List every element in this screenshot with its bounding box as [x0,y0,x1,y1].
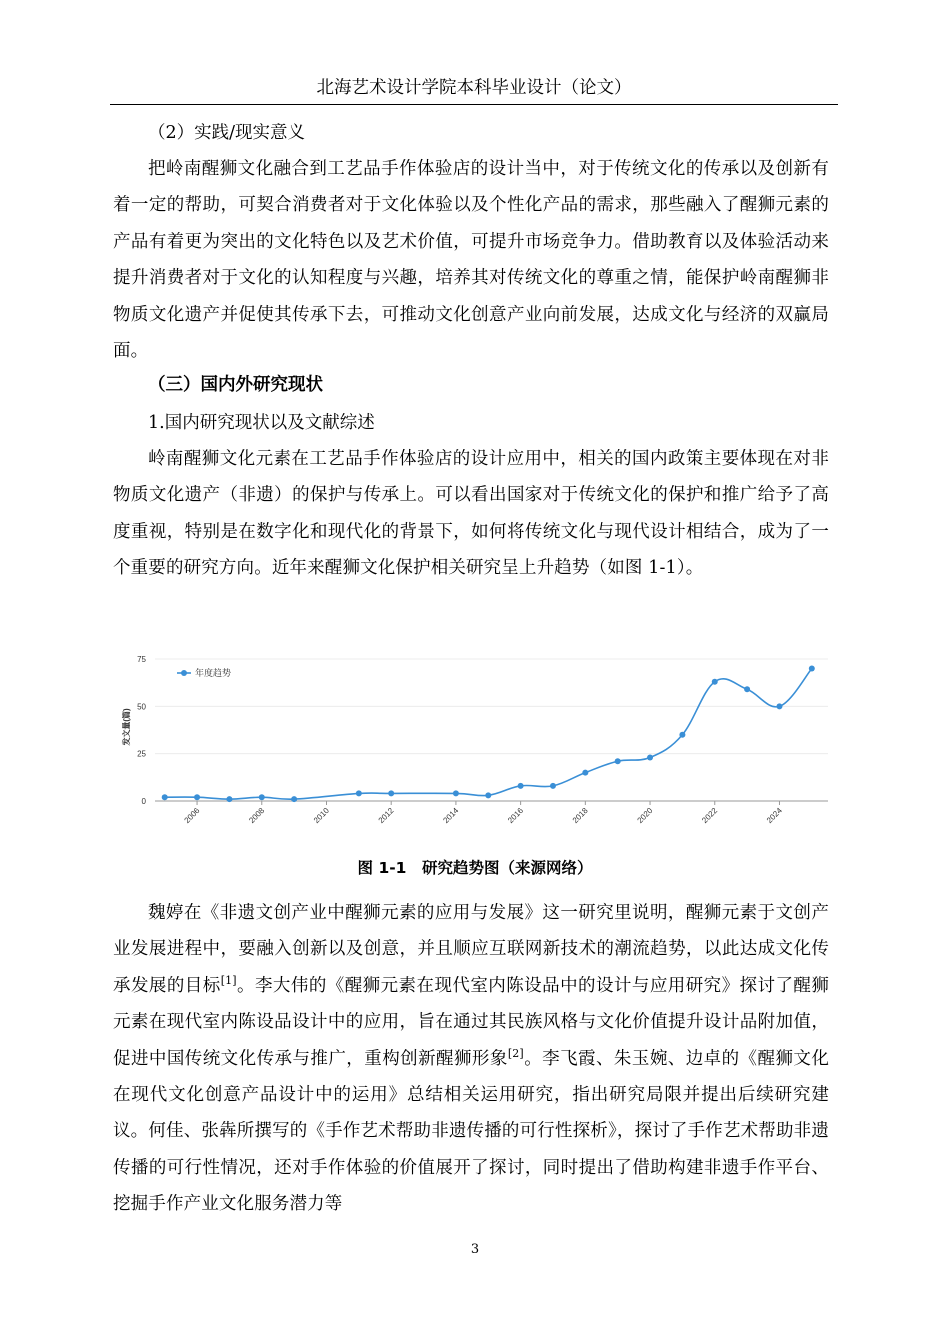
x-tick-label: 2022 [700,806,720,825]
literature-paragraph [113,895,829,1223]
data-point [226,796,232,802]
data-point [712,679,718,685]
x-tick-label: 2024 [764,806,784,825]
data-point [356,790,362,796]
page-number: 3 [470,1242,480,1257]
data-point [485,792,491,798]
citation-1: [1] [220,973,237,987]
data-point [809,665,815,671]
x-tick-label: 2016 [506,806,526,825]
y-tick-labels [137,655,146,806]
y-tick-label: 50 [137,702,146,712]
data-point [162,794,168,800]
y-tick-label: 0 [141,797,146,806]
citation-2: [2] [507,1046,524,1060]
legend-label: 年度趋势 [195,668,232,678]
y-gridlines [155,659,828,754]
legend-marker-icon [181,670,187,676]
literature-text-1: 魏婷在《非遗文创产业中醒狮元素的应用与发展》这一研究里说明，醒狮元素于文创产业发展进程中，要融入创新以及创意，并且顺应互联网新技术的潮流趋势，以此达成文化传承发展的目标 [113,903,829,996]
page-header: 北海艺术设计学院本科毕业设计（论文） [316,78,632,98]
data-point [550,783,556,789]
trend-chart [110,648,840,848]
data-point [679,732,685,738]
series-line [165,668,812,799]
x-tick-labels [183,801,785,825]
y-tick-label: 25 [137,749,146,759]
data-point [518,783,524,789]
literature-text-2: 。李大伟的《醒狮元素在现代室内陈设品中的设计与应用研究》探讨了醒狮元素在现代室内陈设品设计中的应用，旨在通过其民族风格与文化价值提升设计品附加值，促进中国传统文化传承与推广，重构创新醒狮形象 [113,975,829,1069]
research-subheading: 1.国内研究现状以及文献综述 [148,413,375,433]
data-point [194,794,200,800]
data-point [582,770,588,776]
x-tick-label: 2014 [441,806,461,825]
x-tick-label: 2018 [570,806,590,825]
data-point [453,790,459,796]
x-tick-label: 2008 [247,806,267,825]
x-tick-label: 2006 [182,806,202,825]
x-tick-label: 2012 [376,806,396,825]
practice-heading: （2）实践/现实意义 [148,123,306,143]
x-tick-label: 2010 [311,806,331,825]
data-point [647,754,653,760]
data-point [744,686,750,692]
header-rule [110,104,838,105]
y-tick-label: 75 [137,655,146,664]
figure-caption: 图 1-1 研究趋势图（来源网络） [357,859,593,877]
literature-text-3: 。李飞霞、朱玉婉、边卓的《醒狮文化在现代文化创意产品设计中的运用》总结相关运用研究，指出研究局限并提出后续研究建议。何佳、张犇所撰写的《手作艺术帮助非遗传播的可行性探析》，探讨了手作艺术帮助非遗传播的可行性情况，还对手作体验的价值展开了探讨，同时提出了借助构建非遗手作平台、挖掘手作产业文化服务潜力等 [113,1048,829,1215]
y-axis-label: 发文量(篇) [122,708,131,746]
data-point [259,794,265,800]
data-point [388,790,394,796]
x-tick-label: 2020 [635,806,655,825]
practice-paragraph: 把岭南醒狮文化融合到工艺品手作体验店的设计当中，对于传统文化的传承以及创新有着一定的帮助，可契合消费者对于文化体验以及个性化产品的需求，那些融入了醒狮元素的产品有着更为突出的文化特色以及艺术价值，可提升市场竞争力。借助教育以及体验活动来提升消费者对于文化的认知程度与兴趣，培养其对传统文化的尊重之情，能保护岭南醒狮非物质文化遗产并促使其传承下去，可推动文化创意产业向前发展，达成文化与经济的双赢局面。 [113,159,829,362]
research-paragraph: 岭南醒狮文化元素在工艺品手作体验店的设计应用中，相关的国内政策主要体现在对非物质文化遗产（非遗）的保护与传承上。可以看出国家对于传统文化的保护和推广给予了高度重视，特别是在数字化和现代化的背景下，如何将传统文化与现代设计相结合，成为了一个重要的研究方向。近年来醒狮文化保护相关研究呈上升趋势（如图 1-1）。 [113,449,829,579]
data-point [615,758,621,764]
data-point [776,703,782,709]
research-heading: （三）国内外研究现状 [148,375,323,395]
data-point [291,796,297,802]
legend [177,667,231,678]
